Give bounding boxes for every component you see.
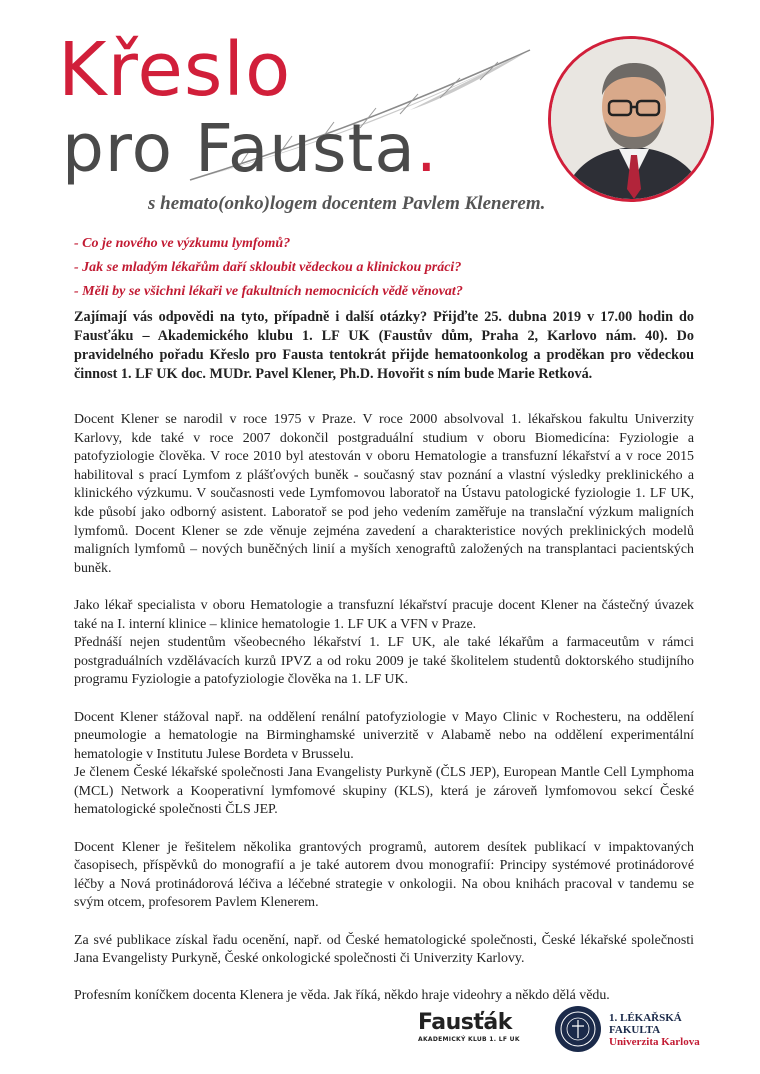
title-pro-fausta-text: pro Fausta [62, 110, 416, 187]
question-item: - Jak se mladým lékařům daří skloubit vědeckou a klinickou práci? [74, 260, 462, 275]
lf-uk-logo-line3: Univerzita Karlova [609, 1036, 700, 1048]
paragraph-specialist: Jako lékař specialista v oboru Hematologie a transfuzní lékařství pracuje docent Klener na částečný úvazek také na I. interní klinice – klinice hematologie 1. LF UK a VFN v Praze. [74, 597, 694, 632]
faustak-logo-subtitle: AKADEMICKÝ KLUB 1. LF UK [418, 1036, 520, 1043]
paragraph-biography: Docent Klener se narodil v roce 1975 v Praze. V roce 2000 absolvoval 1. lékařskou fakultu Univerzity Karlovy, kde také v roce 2007 dokončil postgraduální studium v oboru Biomedicína: Fyziologie a patofyziologie člověka. V roce 2010 byl atestován v oboru Hematologie a transfuzní lékařství a v roce 2015 habilitoval s prací Lymfom z plášťových buněk - současný stav poznání a vlastní výsledky preklinického a klinického výzkumu. V současnosti vede Lymfomovou laboratoř na Ústavu patologické fyziologie 1. LF UK, kde působí jako odborný asistent. Laboratoř se pod jeho vedením zaměřuje na translační výzkum maligních lymfomů. Docent Klener se zde věnuje zejména zavedení a charakteristice nových preklinických modelů maligních lymfomů – nových buněčných linií a myších xenograftů založených na transplantaci pacientských buněk. [74, 412, 694, 576]
lf-uk-logo-line2: FAKULTA [609, 1024, 661, 1036]
intro-paragraph: Zajímají vás odpovědi na tyto, případně i další otázky? Přijďte 25. dubna 2019 v 17.00 hodin do Fausťáku – Akademického klubu 1. LF UK (Faustův dům, Praha 2, Karlovo nám. 40). Do pravidelného pořadu Křeslo pro Fausta tentokrát přijde hematoonkolog a proděkan pro vědeckou činnost 1. LF UK doc. MUDr. Pavel Klener, Ph.D. Hovořit s ním bude Marie Retková. [74, 309, 694, 382]
title-mark: . [415, 110, 438, 187]
paragraph-gap [74, 969, 694, 988]
portrait-illustration [551, 39, 714, 202]
question-list [74, 232, 694, 304]
paragraph-gap [74, 690, 694, 709]
paragraph-gap [74, 820, 694, 839]
question-item: - Měli by se všichni lékaři ve fakultních nemocnicích vědě věnovat? [74, 284, 463, 299]
paragraph-awards: Za své publikace získal řadu ocenění, např. od České hematologické společnosti, České lékařské společnosti Jana Evangelisty Purkyně, České onkologické společnosti či Univerzity Karlovy. [74, 932, 694, 967]
paragraph-internships: Docent Klener stážoval např. na oddělení renální patofyziologie v Mayo Clinic v Rochesteru, na oddělení pneumologie a hematologie na Birminghamské univerzitě v Alabamě nebo na oddělení experimentální hematologie v Institutu Julese Bordeta v Brusselu. [74, 709, 694, 762]
university-seal-icon [555, 1006, 601, 1052]
paragraph-gap [74, 913, 694, 932]
speaker-portrait [548, 36, 714, 202]
paragraph-teaching: Přednáší nejen studentům všeobecného lékařství 1. LF UK, ale také lékařům a farmaceutům v rámci postgraduálních vzdělávacích kurzů IPVZ a od roku 2009 je také školitelem studentů doktorského studijního programu Fyziologie a patofyziologie člověka na 1. LF UK. [74, 635, 694, 688]
paragraph-gap [74, 578, 694, 597]
faustak-logo-word: Fausťák [418, 1010, 512, 1035]
title-pro-fausta [62, 112, 438, 186]
question-item: - Co je nového ve výzkumu lymfomů? [74, 236, 291, 251]
article-body [74, 411, 694, 1006]
title-kreslo: Křeslo [58, 27, 292, 113]
faustak-logo [418, 1010, 528, 1050]
paragraph-grants: Docent Klener je řešitelem několika grantových programů, autorem desítek publikací v impaktovaných časopisech, příspěvků do monografií a je také autorem dvou monografií: Principy systémové protinádorové léčby a Nová protinádorová léčiva a léčebné strategie v onkologii. Na obou knihách pracoval v tandemu se svým otcem, profesorem Pavlem Klenerem. [74, 839, 694, 911]
paragraph-hobby: Profesním koníčkem docenta Klenera je věda. Jak říká, někdo hraje videohry a někdo dělá vědu. [74, 988, 610, 1004]
lf-uk-logo [555, 1006, 715, 1056]
subtitle: s hemato(onko)logem docentem Pavlem Klenerem. [148, 193, 546, 214]
lf-uk-logo-text [609, 1012, 700, 1048]
paragraph-memberships: Je členem České lékařské společnosti Jana Evangelisty Purkyně (ČLS JEP), European Mantle Cell Lymphoma (MCL) Network a Kooperativní lymfomové skupiny (KLS), která je zároveň lymfomovou sekcí České hematologické společnosti ČLS JEP. [74, 765, 694, 818]
lf-uk-logo-line1: 1. LÉKAŘSKÁ [609, 1012, 682, 1024]
